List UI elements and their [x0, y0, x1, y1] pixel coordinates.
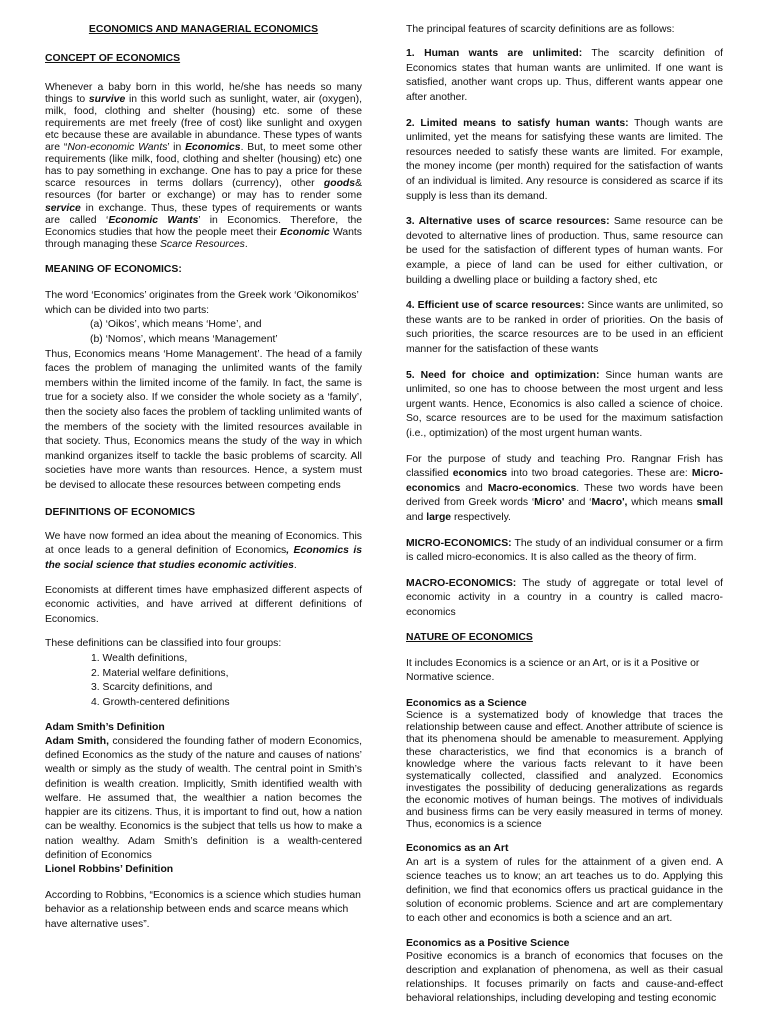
- feature-limited-means: 2. Limited means to satisfy human wants: Though wants are unlimited, yet the means for satisfying these wants are limited. The resources needed to satisfy these wants are limited. For example, the money income (per month) required for the satisfaction of wants of an individual is limited. Any resource is considered as scarce if its supply is less than its demand.: [406, 117, 723, 202]
- frisch-paragraph: For the purpose of study and teaching Pro. Rangnar Frish has classified economics into two broad categories. These are: Micro-economics and Macro-economics. These two words have been derived from Greek words ‘Micro' and ‘Macro', which means small and large respectively.: [406, 453, 724, 523]
- features-intro: The principal features of scarcity definitions are as follows:: [406, 24, 675, 35]
- art-paragraph: An art is a system of rules for the attainment of a given end. A science teaches us to know; an art teaches us to do. Applying this definition, we find that economics offers us practical guidance in the solution of economic problems. Science and art are complementary to each other and economics is both a science and an art.: [406, 856, 723, 925]
- feature-alternative-uses: 3. Alternative uses of scarce resources: Same resource can be devoted to alternative lines of production. Thus, same resource can be used for the satisfaction of different types of human wants. For example, a piece of land can be used for either cultivation, or building a dwelling place or building a factory shed, etc: [406, 216, 723, 286]
- definitions-paragraph-1: We have now formed an idea about the meaning of Economics. This at once leads to a general definition of Economics, Economics is the social science that studies economic activities.: [45, 530, 362, 571]
- science-heading: Economics as a Science: [406, 697, 527, 709]
- group-item-growth: 4. Growth-centered definitions: [91, 696, 230, 708]
- definitions-heading: DEFINITIONS OF ECONOMICS: [45, 506, 196, 518]
- robbins-heading: Lionel Robbins’ Definition: [45, 864, 174, 876]
- nature-intro: It includes Economics is a science or an Art, or is it a Positive or Normative science.: [406, 657, 700, 684]
- meaning-intro: The word ‘Economics’ originates from the Greek work ‘Oikonomikos’ which can be divided into two parts:: [45, 290, 359, 316]
- positive-science-paragraph: Positive economics is a branch of economics that focuses on the description and explanation of phenomena, as well as their casual relationships. It focuses primarily on facts and cause-and-effect behavioral relationships, including developing and testing economic: [406, 950, 723, 1005]
- group-item-wealth: 1. Wealth definitions,: [91, 652, 188, 664]
- art-heading: Economics as an Art: [406, 843, 509, 855]
- micro-economics-paragraph: MICRO-ECONOMICS: The study of an individual consumer or a firm is called micro-economics. It is also called as the theory of firm.: [406, 537, 723, 564]
- definitions-paragraph-2: Economists at different times have emphasized different aspects of economic activities, and have arrived at different definitions of Economics.: [45, 584, 362, 625]
- left-column: [45, 24, 362, 932]
- meaning-body: Thus, Economics means ‘Home Management’. The head of a family faces the problem of managing the unlimited wants of the family members within the limited income of the family. In fact, the same is true for a society also. If we consider the whole society as a ‘family’, then the society also faces the problem of tackling unlimited wants of the members of the society with the limited resources available in that society. Thus, Economics means the study of the way in which mankind organizes itself to tackle the basic problems of scarcity. All societies have more wants than resources. Hence, a system must be devised to allocate these resources between competing ends: [45, 348, 362, 491]
- feature-choice-optimization: 5. Need for choice and optimization: Since human wants are unlimited, so one has to choose between the most urgent and less urgent wants. Hence, Economics is also called a science of choice. So, scarce resources are to be used for the maximum satisfaction (i.e., optimization) of the most urgent human wants.: [406, 369, 723, 439]
- document-title: ECONOMICS AND MANAGERIAL ECONOMICS: [88, 24, 319, 35]
- meaning-part-nomos: (b) ‘Nomos’, which means ‘Management’: [90, 333, 278, 345]
- concept-heading: CONCEPT OF ECONOMICS: [45, 53, 181, 65]
- feature-unlimited-wants: 1. Human wants are unlimited: The scarcity definition of Economics states that human wants are unlimited. If one want is satisfied, another want crops up. Thus, different wants appear one after another.: [406, 48, 723, 104]
- meaning-heading: MEANING OF ECONOMICS:: [45, 263, 182, 275]
- groups-intro: These definitions can be classified into four groups:: [45, 638, 282, 650]
- robbins-paragraph: According to Robbins, “Economics is a science which studies human behavior as a relationship between ends and scarce means which have alternative uses”.: [45, 889, 361, 930]
- smith-paragraph: Adam Smith, considered the founding father of modern Economics, defined Economics as the study of the nature and causes of nations’ wealth or simply as the study of wealth. The central point in Smith’s definition is wealth creation. Implicitly, Smith identified wealth with welfare. He assumed that, the wealthier a nation becomes the happier are its citizens. Thus, it is important to find out, how a nation can be wealthy. Economics is the subject that tells us how to make a nation wealthy. Adam Smith’s definition is a wealth-centered definition of Economics: [45, 735, 362, 862]
- macro-economics-paragraph: MACRO-ECONOMICS: The study of aggregate or total level of economic activity in a country in a country is called macro-economics: [406, 577, 723, 618]
- positive-science-heading: Economics as a Positive Science: [406, 937, 570, 949]
- science-paragraph: Science is a systematized body of knowledge that traces the relationship between cause and effect. Another attribute of science is that its phenomena should be amenable to measurement. Applying these characteristics, we find that economics is a branch of knowledge where the various facts relevant to it have been systematically collected, classified and analyzed. Economics investigates the possibility of deducing generalizations as regards the economic motives of human beings. The motives of individuals and business firms can be very easily measured in terms of money. Thus, economics is a science: [406, 710, 723, 831]
- smith-heading: Adam Smith’s Definition: [45, 722, 165, 734]
- nature-heading: NATURE OF ECONOMICS: [406, 632, 533, 644]
- group-item-scarcity: 3. Scarcity definitions, and: [91, 682, 213, 694]
- concept-paragraph: Whenever a baby born in this world, he/she has needs so many things to survive in this world such as sunlight, water, air (oxygen), milk, food, clothing and shelter (housing) etc. some of these requirements are met freely (free of cost) like sunlight and oxygen etc because these are available in abundance. These types of wants are “Non-economic Wants’ in Economics. But, to meet some other requirements (like milk, food, clothing and shelter (housing) etc) one has to pay something in exchange. One has to pay a price for these scarce resources in terms dollars (currency), other goods& resources (for barter or exchange) or may has to render some service in exchange. Thus, these types of requirements or wants are called ‘Economic Wants’ in Economics. Therefore, the Economics studies that how the people meet their Economic Wants through managing these Scarce Resources.: [45, 81, 363, 250]
- feature-efficient-use: 4. Efficient use of scarce resources: Since wants are unlimited, so these wants are to be ranked in order of priorities. On the basis of such priorities, the scarce resources are to be used in an efficient manner for the satisfaction of these wants: [406, 300, 723, 355]
- group-item-welfare: 2. Material welfare definitions,: [91, 667, 229, 679]
- meaning-part-oikos: (a) ‘Oikos’, which means ‘Home’, and: [90, 319, 262, 331]
- right-column: [406, 24, 723, 1007]
